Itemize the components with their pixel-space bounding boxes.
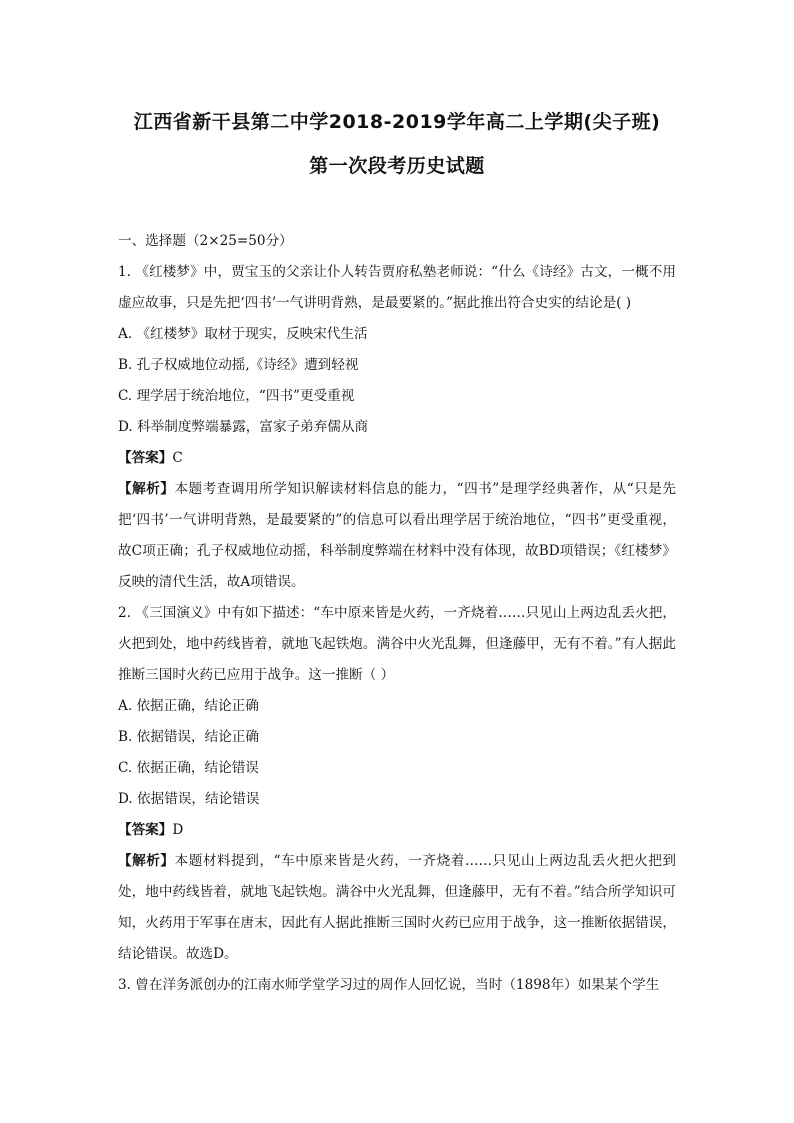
document-title-line1: 江西省新干县第二中学2018-2019学年高二上学期(尖子班) xyxy=(133,111,661,133)
question-1-option-b: B. 孔子权威地位动摇,《诗经》遭到轻视 xyxy=(118,357,359,373)
answer-tag: 【答案】 xyxy=(118,450,173,466)
question-2-analysis xyxy=(118,846,676,970)
section-header: 一、选择题（2×25=50分） xyxy=(118,233,293,249)
question-2-option-d: D. 依据错误，结论错误 xyxy=(118,791,260,807)
question-2-stem: 2. 《三国演义》中有如下描述：“车中原来皆是火药，一齐烧着……只见山上两边乱丢火把，火把到处，地中药线皆着，就地飞起铁炮。满谷中火光乱舞，但逢藤甲，无有不着。”有人据此推断三国时火药已应用于战争。这一推断（ ） xyxy=(118,605,676,683)
question-1-analysis-text: 本题考查调用所学知识解读材料信息的能力，“四书”是理学经典著作，从“只是先把‘四书’一气讲明背熟，是最要紧的”的信息可以看出理学居于统治地位，“四书”更受重视，故C项正确；孔子权威地位动摇，科举制度弊端在材料中没有体现，故BD项错误；《红楼梦》反映的清代生活，故A项错误。 xyxy=(118,481,676,590)
question-1-answer-value: C xyxy=(172,450,183,466)
question-2-answer xyxy=(118,815,676,846)
answer-tag: 【答案】 xyxy=(118,822,173,838)
question-2-option-b: B. 依据错误，结论正确 xyxy=(118,729,259,745)
question-1-option-d: D. 科举制度弊端暴露，富家子弟弃儒从商 xyxy=(118,419,369,435)
question-1-analysis xyxy=(118,474,676,598)
document-title-line2: 第一次段考历史试题 xyxy=(309,155,485,177)
analysis-tag: 【解析】 xyxy=(118,481,175,497)
document-body xyxy=(118,226,676,1001)
question-2-option-a: A. 依据正确，结论正确 xyxy=(118,698,259,714)
question-3-stem: 3. 曾在洋务派创办的江南水师学堂学习过的周作人回忆说，当时（1898年）如果某个学生 xyxy=(118,977,660,993)
question-2-analysis-text: 本题材料提到，“车中原来皆是火药，一齐烧着……只见山上两边乱丢火把火把到处，地中药线皆着，就地飞起铁炮。满谷中火光乱舞，但逢藤甲，无有不着。”结合所学知识可知，火药用于军事在唐末，因此有人据此推断三国时火药已应用于战争，这一推断依据错误，结论错误。故选D。 xyxy=(118,853,676,962)
question-1-option-a: A. 《红楼梦》取材于现实，反映宋代生活 xyxy=(118,326,368,342)
question-1-stem: 1. 《红楼梦》中，贾宝玉的父亲让仆人转告贾府私塾老师说：“什么《诗经》古文，一概不用虚应故事，只是先把‘四书’一气讲明背熟，是最要紧的。”据此推出符合史实的结论是( ) xyxy=(118,264,676,311)
question-2-answer-value: D xyxy=(172,822,184,838)
question-1-answer xyxy=(118,443,676,474)
question-2-option-c: C. 依据正确，结论错误 xyxy=(118,760,259,776)
analysis-tag: 【解析】 xyxy=(118,853,175,869)
question-1-option-c: C. 理学居于统治地位，“四书”更受重视 xyxy=(118,388,355,404)
